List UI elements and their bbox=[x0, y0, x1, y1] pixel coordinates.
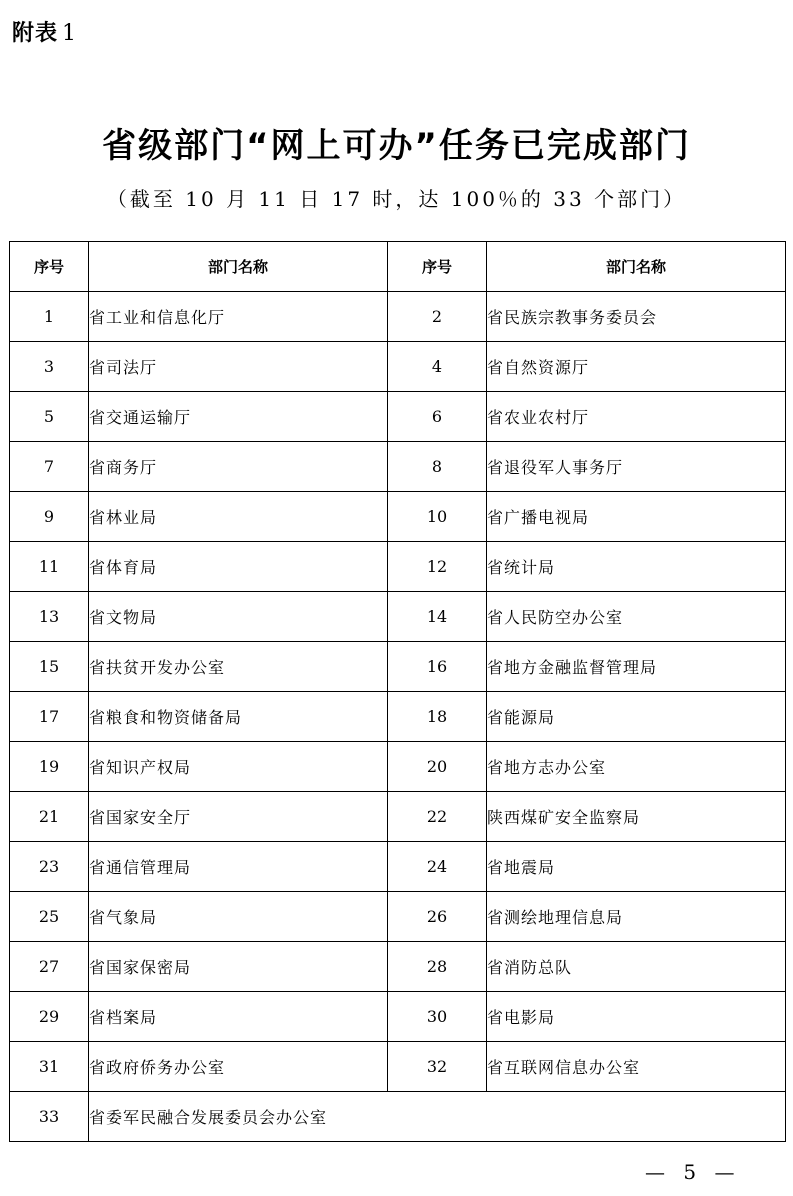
row-name-right: 省地方志办公室 bbox=[487, 742, 786, 792]
row-name-right: 省消防总队 bbox=[487, 942, 786, 992]
row-name-left: 省司法厅 bbox=[89, 342, 388, 392]
row-name-left: 省扶贫开发办公室 bbox=[89, 642, 388, 692]
row-seq-last: 33 bbox=[10, 1092, 89, 1142]
row-name-right: 省能源局 bbox=[487, 692, 786, 742]
row-seq-right: 18 bbox=[388, 692, 487, 742]
row-seq-right: 10 bbox=[388, 492, 487, 542]
row-name-right: 省统计局 bbox=[487, 542, 786, 592]
row-name-right: 省广播电视局 bbox=[487, 492, 786, 542]
row-seq-left: 1 bbox=[10, 292, 89, 342]
row-seq-right: 8 bbox=[388, 442, 487, 492]
row-name-left: 省粮食和物资储备局 bbox=[89, 692, 388, 742]
table-row bbox=[10, 292, 786, 342]
row-seq-left: 31 bbox=[10, 1042, 89, 1092]
row-name-right: 省地方金融监督管理局 bbox=[487, 642, 786, 692]
row-name-right: 省人民防空办公室 bbox=[487, 592, 786, 642]
header-seq-right: 序号 bbox=[388, 242, 487, 292]
row-name-left: 省气象局 bbox=[89, 892, 388, 942]
table-header-row bbox=[10, 242, 786, 292]
document-title: 省级部门“网上可办”任务已完成部门 bbox=[102, 126, 691, 166]
row-name-right: 省自然资源厅 bbox=[487, 342, 786, 392]
attachment-label bbox=[12, 16, 77, 47]
row-seq-left: 23 bbox=[10, 842, 89, 892]
row-seq-right: 4 bbox=[388, 342, 487, 392]
row-seq-right: 28 bbox=[388, 942, 487, 992]
attachment-label-text: 附表 bbox=[12, 21, 59, 46]
table-row bbox=[10, 892, 786, 942]
page-number: — 5 — bbox=[645, 1160, 741, 1184]
row-seq-left: 7 bbox=[10, 442, 89, 492]
row-seq-left: 9 bbox=[10, 492, 89, 542]
row-name-right: 省地震局 bbox=[487, 842, 786, 892]
row-name-right: 省互联网信息办公室 bbox=[487, 1042, 786, 1092]
row-name-last: 省委军民融合发展委员会办公室 bbox=[89, 1092, 786, 1142]
row-name-left: 省通信管理局 bbox=[89, 842, 388, 892]
attachment-number: 1 bbox=[62, 21, 78, 46]
table-row bbox=[10, 692, 786, 742]
row-seq-left: 17 bbox=[10, 692, 89, 742]
table-row bbox=[10, 542, 786, 592]
row-name-left: 省文物局 bbox=[89, 592, 388, 642]
row-name-right: 陕西煤矿安全监察局 bbox=[487, 792, 786, 842]
table-row bbox=[10, 742, 786, 792]
row-seq-right: 6 bbox=[388, 392, 487, 442]
row-seq-left: 5 bbox=[10, 392, 89, 442]
row-seq-left: 27 bbox=[10, 942, 89, 992]
table-row bbox=[10, 442, 786, 492]
row-name-right: 省电影局 bbox=[487, 992, 786, 1042]
row-name-left: 省档案局 bbox=[89, 992, 388, 1042]
department-table bbox=[9, 241, 786, 1142]
row-seq-right: 26 bbox=[388, 892, 487, 942]
table-row bbox=[10, 842, 786, 892]
header-seq-left: 序号 bbox=[10, 242, 89, 292]
row-name-right: 省测绘地理信息局 bbox=[487, 892, 786, 942]
row-name-left: 省国家保密局 bbox=[89, 942, 388, 992]
row-name-left: 省体育局 bbox=[89, 542, 388, 592]
row-name-left: 省政府侨务办公室 bbox=[89, 1042, 388, 1092]
table-row bbox=[10, 592, 786, 642]
row-name-left: 省交通运输厅 bbox=[89, 392, 388, 442]
row-seq-right: 12 bbox=[388, 542, 487, 592]
row-name-left: 省商务厅 bbox=[89, 442, 388, 492]
table-row bbox=[10, 792, 786, 842]
row-seq-right: 30 bbox=[388, 992, 487, 1042]
row-seq-left: 13 bbox=[10, 592, 89, 642]
table-row bbox=[10, 642, 786, 692]
row-seq-right: 16 bbox=[388, 642, 487, 692]
document-subtitle: （截至 10 月 11 日 17 时，达 100％的 33 个部门） bbox=[106, 187, 687, 211]
row-seq-right: 2 bbox=[388, 292, 487, 342]
row-seq-left: 21 bbox=[10, 792, 89, 842]
row-seq-right: 24 bbox=[388, 842, 487, 892]
row-seq-left: 3 bbox=[10, 342, 89, 392]
table-row bbox=[10, 492, 786, 542]
row-seq-left: 15 bbox=[10, 642, 89, 692]
table-row bbox=[10, 1042, 786, 1092]
row-seq-right: 22 bbox=[388, 792, 487, 842]
row-seq-right: 32 bbox=[388, 1042, 487, 1092]
row-seq-left: 25 bbox=[10, 892, 89, 942]
table-row bbox=[10, 942, 786, 992]
header-name-left: 部门名称 bbox=[89, 242, 388, 292]
table-row bbox=[10, 392, 786, 442]
table-row bbox=[10, 992, 786, 1042]
header-name-right: 部门名称 bbox=[487, 242, 786, 292]
row-seq-right: 14 bbox=[388, 592, 487, 642]
row-name-right: 省民族宗教事务委员会 bbox=[487, 292, 786, 342]
row-name-right: 省退役军人事务厅 bbox=[487, 442, 786, 492]
row-name-left: 省国家安全厅 bbox=[89, 792, 388, 842]
row-seq-left: 19 bbox=[10, 742, 89, 792]
table-row-last bbox=[10, 1092, 786, 1142]
row-seq-right: 20 bbox=[388, 742, 487, 792]
row-name-left: 省林业局 bbox=[89, 492, 388, 542]
row-name-left: 省知识产权局 bbox=[89, 742, 388, 792]
row-name-left: 省工业和信息化厅 bbox=[89, 292, 388, 342]
row-seq-left: 11 bbox=[10, 542, 89, 592]
row-name-right: 省农业农村厅 bbox=[487, 392, 786, 442]
row-seq-left: 29 bbox=[10, 992, 89, 1042]
table-row bbox=[10, 342, 786, 392]
